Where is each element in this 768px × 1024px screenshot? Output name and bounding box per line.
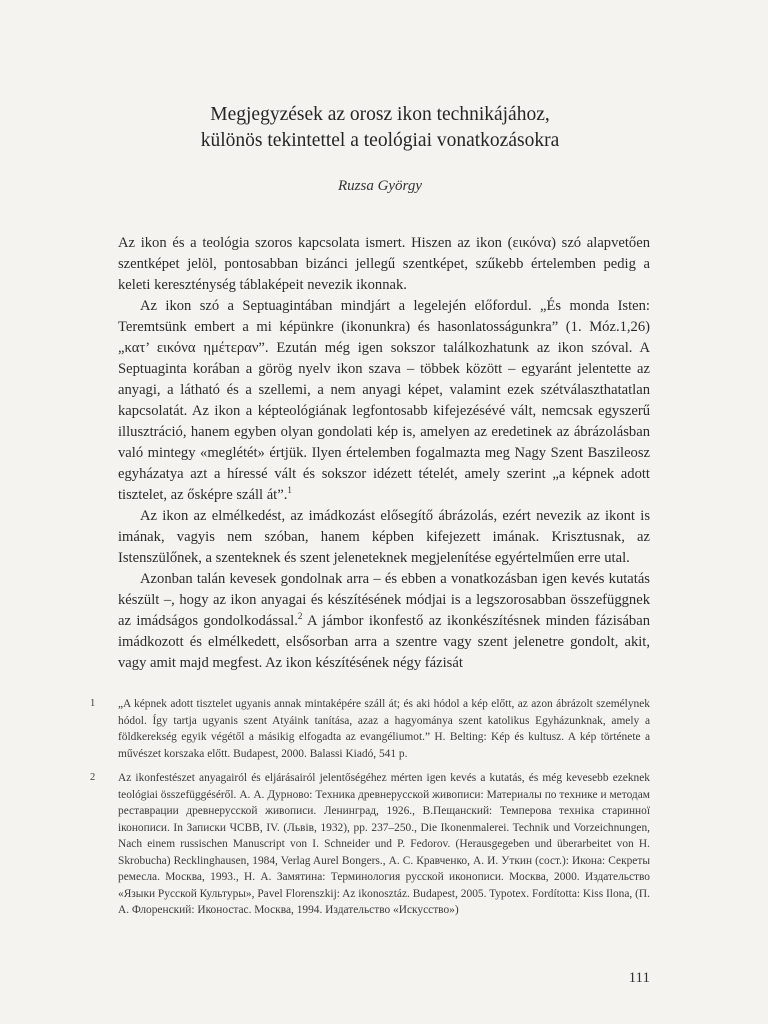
footnote-1 <box>90 696 650 762</box>
footnote-text: Az ikonfestészet anyagairól és eljárásairól jelentőségéhez mérten igen kevés a kutatás, és még kevesebb ezeknek teológiai összefüggéséről. А. А. Дурново: Техника древнерусской живописи: Материалы по технике и методам реставрации древнерусской живописи. Ленинград, 1926., В.Пещанский: Темперова техніка старинної іконописи. In Записки ЧСВВ, IV. (Львів, 1932), pp. 237–250., Die Ikonenmalerei. Technik und Vorzeichnungen, Nach einem russischen Manuscript von I. Schneider und P. Fedorov. (Herausgegeben und überarbeitet von H. Skrobucha) Recklinghausen, 1984, Verlag Aurel Bongers., А. С. Кравченко, А. И. Уткин (сост.): Икона: Секреты ремесла. Москва, 1993., Н. А. Замятина: Терминология русской иконописи. Москва, 2000. Издательство «Языки Русской Культуры», Pavel Florenszkij: Az ikonosztáz. Budapest, 2005. Typotex. Fordította: Kiss Ilona, (П. А. Флоренский: Иконостас. Москва, 1994. Издательство «Искусство») <box>118 772 650 916</box>
paragraph-4-text: Azonban talán kevesek gondolnak arra – és ebben a vonatkozásban igen kevés kutatás készült –, hogy az ikon anyagai és készítésének módjai is a legszorosabban összefüggnek az imádságos gondolkodással. <box>118 571 650 629</box>
footnote-number: 2 <box>90 772 96 783</box>
footnote-2 <box>90 770 650 919</box>
title-line-2: különös tekintettel a teológiai vonatkozásokra <box>200 130 560 151</box>
author-name: Ruzsa György <box>337 178 423 194</box>
footnote-text: „A képnek adott tisztelet ugyanis annak mintaképére száll át; és aki hódol a kép előtt, az azon ábrázolt személynek hódol. Így tartja ugyanis szent Atyáink tanítása, azaz a hagyománya szent katolikus Egyházunknak, amely a földkerekség egyik végétől a másikig elfogadta az evangéliumot.” H. Belting: Kép és kultusz. A kép története a művészet korszaka előtt. Budapest, 2000. Balassi Kiadó, 541 p. <box>118 698 650 760</box>
title-line-1: Megjegyzések az orosz ikon technikájához, <box>210 104 550 125</box>
article-body <box>118 233 650 674</box>
article-title <box>100 102 660 154</box>
paragraph-3: Az ikon az elmélkedést, az imádkozást elősegítő ábrázolás, ezért nevezik az ikont is imának, vagyis nem szóban, hanem képben kifejezett imának. Krisztusnak, az Istenszülőnek, a szenteknek és szent jeleneteknek megjelenítése egyértelműen erre utal. <box>118 508 650 566</box>
footnotes <box>90 696 650 927</box>
footnote-number: 1 <box>90 698 96 709</box>
paragraph-4-continuation: A jámbor ikonfestő az ikonkészítésnek minden fázisában imádkozott és elmélkedett, elsősorban arra a szentre vagy szent jelenetre gondolt, akit, vagy amit majd megfest. Az ikon készítésének négy fázisát <box>118 613 650 671</box>
paragraph-2 <box>118 296 650 506</box>
page-number: 111 <box>628 970 650 986</box>
footnote-ref-1: 1 <box>287 485 292 496</box>
paragraph-1: Az ikon és a teológia szoros kapcsolata ismert. Hiszen az ikon (εικόνα) szó alapvetően szentképet jelöl, pontosabban bizánci jellegű szentképet, szűkebb értelemben pedig a keleti kereszténység táblaképeit nevezik ikonnak. <box>118 235 650 293</box>
footnote-ref-2: 2 <box>297 611 303 622</box>
paragraph-2-text: Az ikon szó a Septuagintában mindjárt a legelején előfordul. „És monda Isten: Teremtsünk embert a mi képünkre (ikonunkra) és hasonlatosságunkra” (1. Móz.1,26) „κατ’ εικόνα ημέτεραν”. Ezután még igen sokszor találkozhatunk az ikon szóval. A Septuaginta korában a görög nyelv ikon szava – többek között – egyaránt jelentette az anyagi, a látható és a szellemi, a nem anyagi képet, valamint ezek szétválaszthatatlan kapcsolatát. Az ikon a képteológiának legfontosabb kifejezésévé vált, nemcsak egyszerű illusztráció, hanem egyben olyan gondolati kép is, amelyen az eredetinek az ábrázolásban való mintegy «meglétét» értjük. Ilyen értelemben fogalmazta meg Nagy Szent Baszileosz egyházatya azt a híressé vált és sokszor idézett tételét, amely szerint „a képnek adott tisztelet, az ősképre száll át”. <box>118 298 650 503</box>
paragraph-4 <box>118 569 650 674</box>
